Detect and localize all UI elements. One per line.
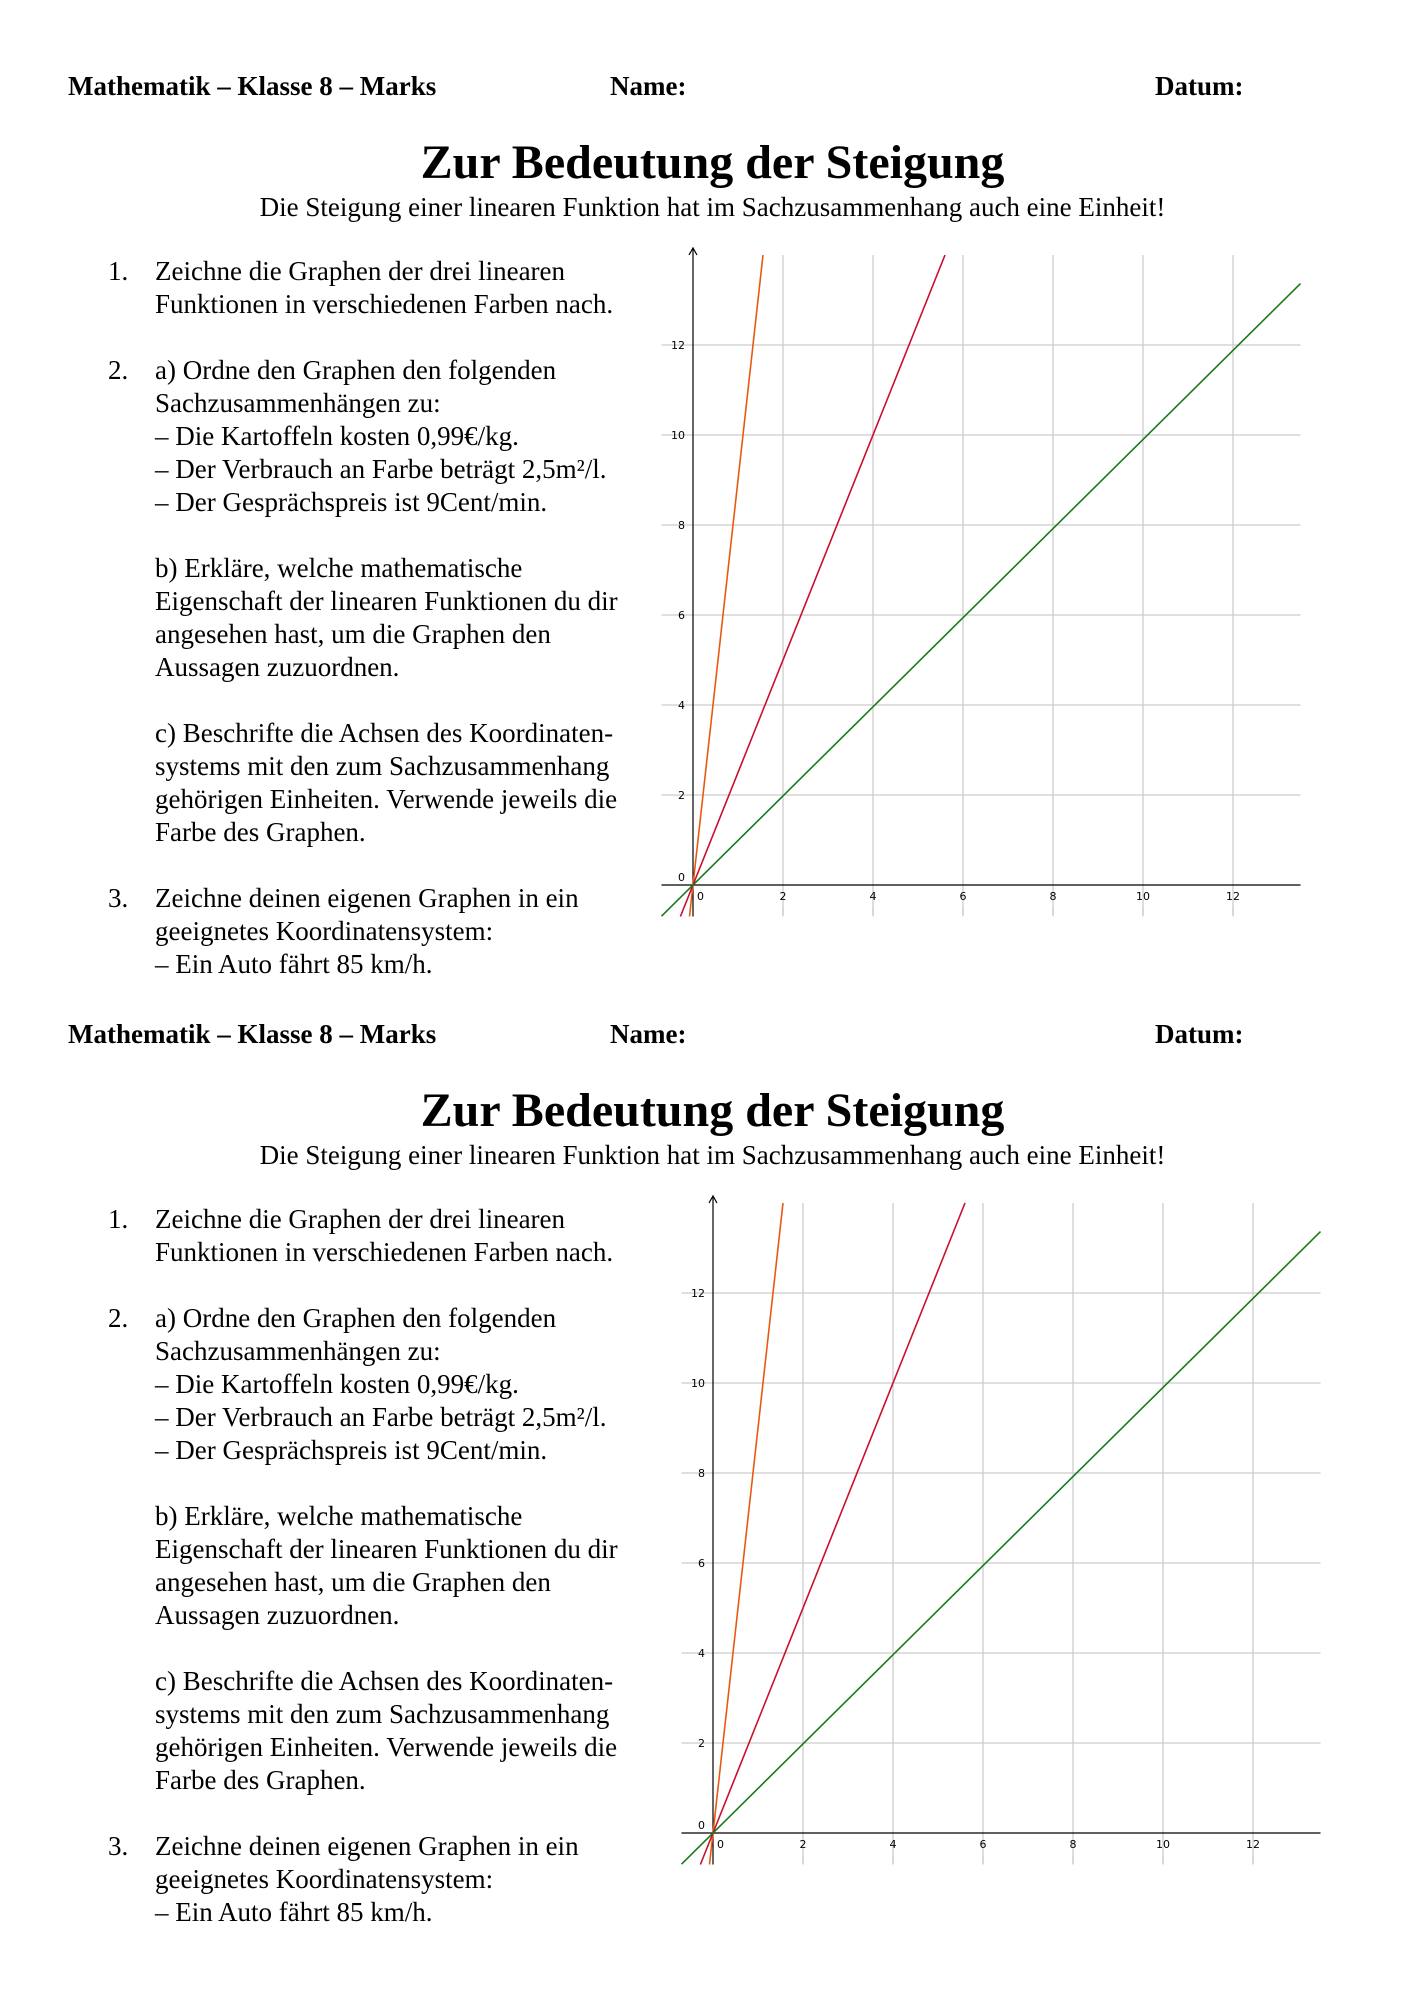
y-tick-label: 10 — [671, 429, 685, 442]
task-text-line: Zeichne die Graphen der drei linearen — [155, 1204, 566, 1234]
y-tick-label: 6 — [678, 609, 685, 622]
task-text-line: geeignetes Koordinatensystem: — [155, 916, 494, 946]
task-text-line: b) Erkläre, welche mathematische — [155, 1501, 523, 1531]
y-tick-label: 10 — [691, 1377, 705, 1390]
y-tick-label: 12 — [671, 339, 685, 352]
page-title: Zur Bedeutung der Steigung — [420, 1084, 1005, 1137]
task-text-line: – Die Kartoffeln kosten 0,99€/kg. — [155, 1369, 519, 1399]
task-text-line: Aussagen zuzuordnen. — [155, 652, 400, 682]
task-text-line: gehörigen Einheiten. Verwende jeweils die — [155, 784, 618, 814]
task-text-line: angesehen hast, um die Graphen den — [155, 1567, 551, 1597]
coordinate-chart — [650, 245, 1300, 925]
task-text-line: – Ein Auto fährt 85 km/h. — [155, 949, 433, 979]
function-graph — [662, 284, 1301, 917]
task-text-line: Funktionen in verschiedenen Farben nach. — [155, 289, 614, 319]
task-number: 1. — [108, 256, 129, 286]
y-tick-label: 0 — [698, 1819, 705, 1832]
y-tick-label: 12 — [691, 1287, 705, 1300]
y-tick-label: 8 — [698, 1467, 705, 1480]
subtitle: Die Steigung einer linearen Funktion hat im Sachzusammenhang auch eine Einheit! — [259, 1140, 1166, 1170]
x-tick-label: 2 — [799, 1838, 807, 1851]
x-tick-label: 4 — [869, 890, 877, 903]
task-text-line: – Der Gesprächspreis ist 9Cent/min. — [155, 1435, 548, 1465]
function-graph — [682, 1232, 1321, 1865]
page-title: Zur Bedeutung der Steigung — [420, 136, 1005, 189]
function-graph — [690, 255, 764, 917]
subject-heading: Mathematik – Klasse 8 – Marks — [68, 71, 437, 101]
task-list — [108, 255, 668, 981]
y-tick-label: 6 — [698, 1557, 705, 1570]
task-spacer — [155, 684, 668, 717]
task-text-line: Zeichne die Graphen der drei linearen — [155, 256, 566, 286]
task-spacer — [155, 519, 668, 552]
x-tick-label: 4 — [889, 1838, 897, 1851]
task-text-line: systems mit den zum Sachzusammenhang — [155, 751, 610, 781]
task-number: 1. — [108, 1204, 129, 1234]
task-text-line: – Der Verbrauch an Farbe beträgt 2,5m²/l. — [155, 454, 607, 484]
x-tick-label: 10 — [1136, 890, 1150, 903]
x-tick-label: 8 — [1069, 1838, 1077, 1851]
y-tick-label: 4 — [698, 1647, 705, 1660]
task-item — [108, 1830, 668, 1929]
task-item — [108, 1203, 668, 1269]
y-tick-label: 4 — [678, 699, 685, 712]
function-graph — [700, 1203, 965, 1865]
name-label: Name: — [610, 1019, 687, 1049]
task-text-line: a) Ordne den Graphen den folgenden — [155, 1303, 557, 1333]
task-text-line: – Der Gesprächspreis ist 9Cent/min. — [155, 487, 548, 517]
task-text-line: Sachzusammenhängen zu: — [155, 388, 441, 418]
task-number: 3. — [108, 1831, 129, 1861]
x-tick-label: 0 — [717, 1838, 724, 1851]
task-item — [108, 354, 668, 849]
task-text-line: a) Ordne den Graphen den folgenden — [155, 355, 557, 385]
task-number: 2. — [108, 355, 129, 385]
task-item — [108, 1302, 668, 1797]
task-text-line: angesehen hast, um die Graphen den — [155, 619, 551, 649]
subject-heading: Mathematik – Klasse 8 – Marks — [68, 1019, 437, 1049]
date-label: Datum: — [1155, 1019, 1244, 1049]
task-text-line: systems mit den zum Sachzusammenhang — [155, 1699, 610, 1729]
x-tick-label: 12 — [1246, 1838, 1260, 1851]
task-text-line: Eigenschaft der linearen Funktionen du dir — [155, 586, 618, 616]
task-text-line: – Die Kartoffeln kosten 0,99€/kg. — [155, 421, 519, 451]
coordinate-chart — [670, 1193, 1320, 1873]
y-tick-label: 8 — [678, 519, 685, 532]
task-list — [108, 1203, 668, 1929]
x-tick-label: 6 — [979, 1838, 987, 1851]
subtitle: Die Steigung einer linearen Funktion hat im Sachzusammenhang auch eine Einheit! — [259, 192, 1166, 222]
task-text-line: c) Beschrifte die Achsen des Koordinaten- — [155, 1666, 614, 1696]
date-label: Datum: — [1155, 71, 1244, 101]
x-tick-label: 2 — [779, 890, 787, 903]
task-text-line: gehörigen Einheiten. Verwende jeweils die — [155, 1732, 618, 1762]
task-text-line: Zeichne deinen eigenen Graphen in ein — [155, 883, 579, 913]
task-number: 3. — [108, 883, 129, 913]
task-text-line: geeignetes Koordinatensystem: — [155, 1864, 494, 1894]
task-spacer — [155, 1632, 668, 1665]
worksheet-bottom — [0, 948, 1413, 1927]
task-text-line: Eigenschaft der linearen Funktionen du dir — [155, 1534, 618, 1564]
worksheet-top — [0, 0, 1413, 979]
x-tick-label: 12 — [1226, 890, 1240, 903]
task-text-line: – Ein Auto fährt 85 km/h. — [155, 1897, 433, 1927]
task-text-line: Funktionen in verschiedenen Farben nach. — [155, 1237, 614, 1267]
x-tick-label: 6 — [959, 890, 967, 903]
task-text-line: Aussagen zuzuordnen. — [155, 1600, 400, 1630]
function-graph — [680, 255, 945, 917]
task-text-line: Sachzusammenhängen zu: — [155, 1336, 441, 1366]
y-tick-label: 2 — [678, 789, 685, 802]
task-text-line: – Der Verbrauch an Farbe beträgt 2,5m²/l. — [155, 1402, 607, 1432]
task-text-line: b) Erkläre, welche mathematische — [155, 553, 523, 583]
x-tick-label: 8 — [1049, 890, 1057, 903]
task-text-line: Zeichne deinen eigenen Graphen in ein — [155, 1831, 579, 1861]
task-text-line: Farbe des Graphen. — [155, 817, 366, 847]
x-tick-label: 0 — [697, 890, 704, 903]
y-tick-label: 0 — [678, 871, 685, 884]
task-item — [108, 255, 668, 321]
task-text-line: c) Beschrifte die Achsen des Koordinaten- — [155, 718, 614, 748]
task-spacer — [155, 1467, 668, 1500]
x-tick-label: 10 — [1156, 1838, 1170, 1851]
task-text-line: Farbe des Graphen. — [155, 1765, 366, 1795]
y-tick-label: 2 — [698, 1737, 705, 1750]
task-number: 2. — [108, 1303, 129, 1333]
name-label: Name: — [610, 71, 687, 101]
function-graph — [710, 1203, 784, 1865]
